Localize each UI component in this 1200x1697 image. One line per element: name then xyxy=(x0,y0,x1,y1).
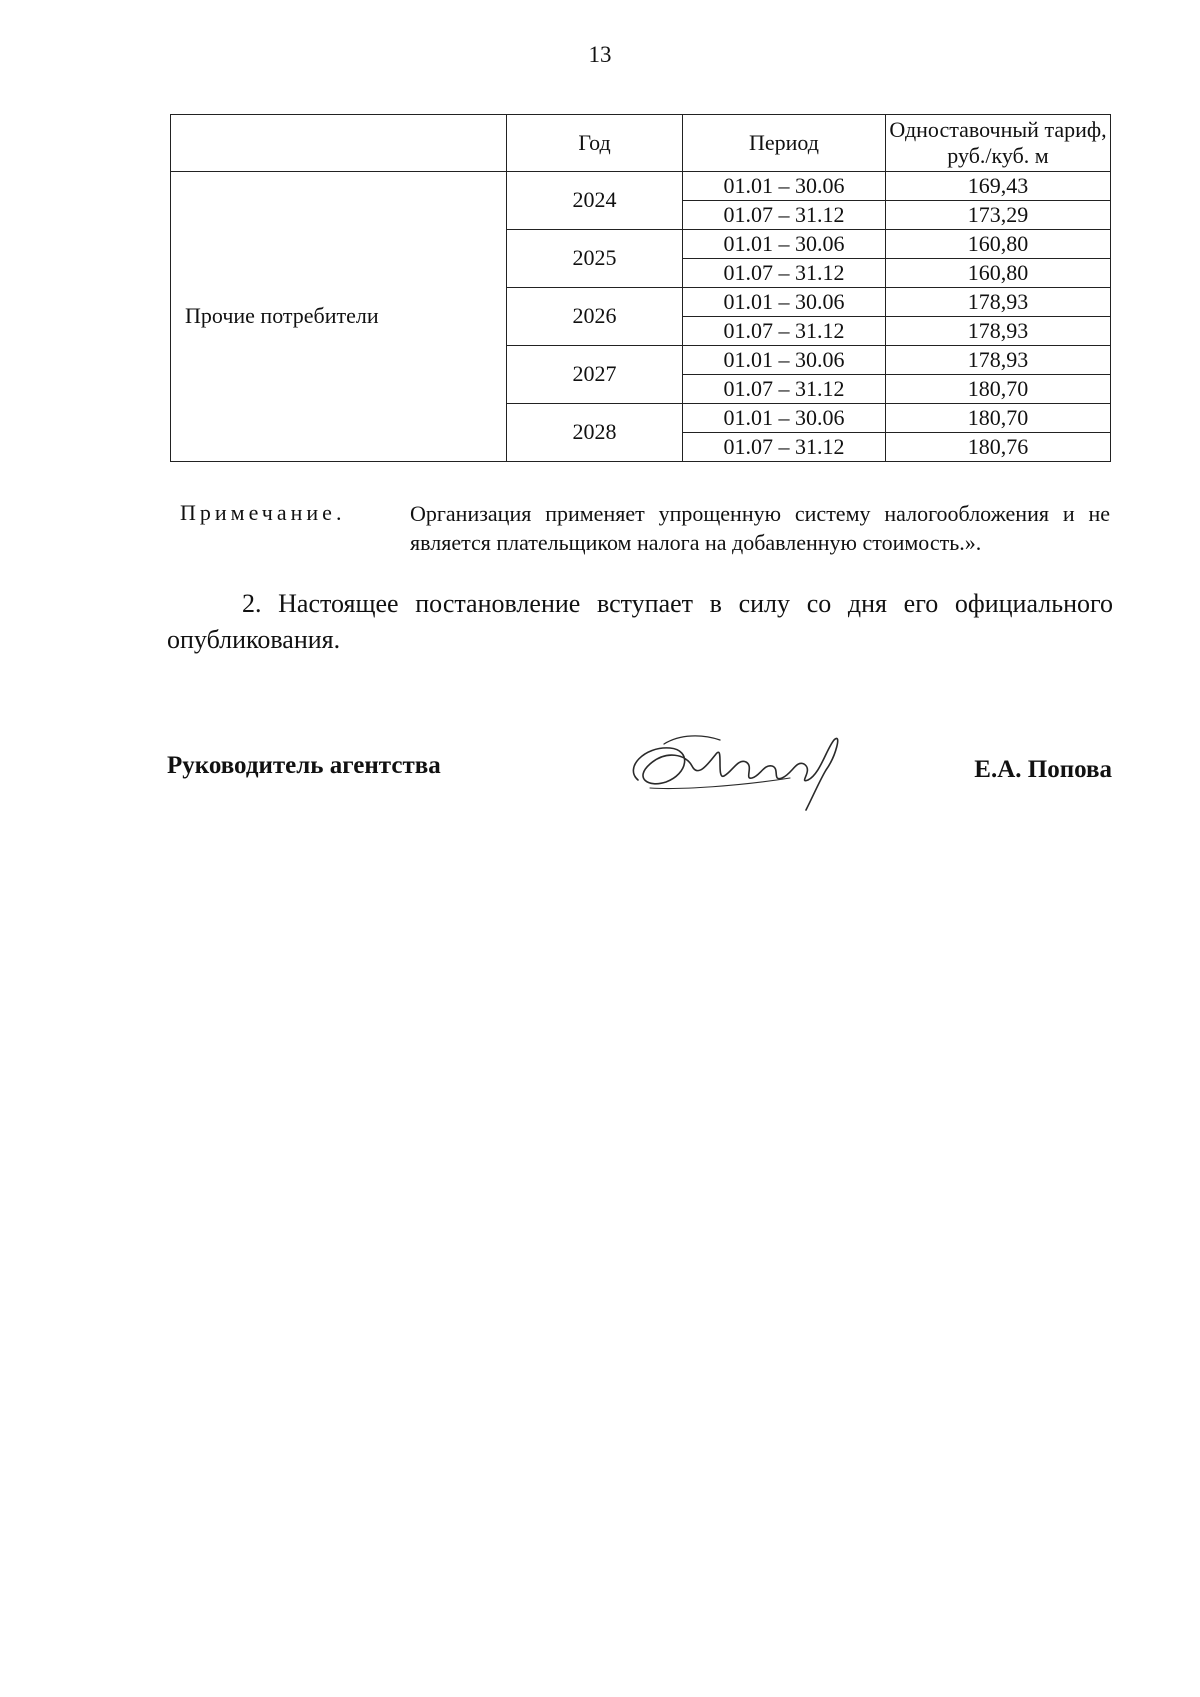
handwritten-signature xyxy=(620,720,850,820)
year-cell: 2027 xyxy=(507,346,683,404)
tariff-value-cell: 180,70 xyxy=(886,404,1111,433)
period-cell: 01.01 – 30.06 xyxy=(683,404,886,433)
tariff-value-cell: 178,93 xyxy=(886,346,1111,375)
period-cell: 01.01 – 30.06 xyxy=(683,288,886,317)
note-label: Примечание. xyxy=(180,500,346,525)
tariff-value-cell: 178,93 xyxy=(886,288,1111,317)
tariff-value-cell: 160,80 xyxy=(886,259,1111,288)
year-cell: 2025 xyxy=(507,230,683,288)
year-cell: 2024 xyxy=(507,172,683,230)
signatory-name: Е.А. Попова xyxy=(974,756,1112,783)
year-cell: 2026 xyxy=(507,288,683,346)
effective-date-paragraph: 2. Настоящее постановление вступает в силу со дня его официального опубликования. xyxy=(167,589,1113,654)
period-cell: 01.07 – 31.12 xyxy=(683,375,886,404)
period-cell: 01.07 – 31.12 xyxy=(683,201,886,230)
signatory-title: Руководитель агентства xyxy=(167,752,441,779)
header-period: Период xyxy=(683,115,886,172)
tariff-value-cell: 180,70 xyxy=(886,375,1111,404)
header-year: Год xyxy=(507,115,683,172)
table-header-row xyxy=(171,115,1111,172)
tariff-table xyxy=(170,114,1111,462)
tariff-value-cell: 160,80 xyxy=(886,230,1111,259)
period-cell: 01.01 – 30.06 xyxy=(683,346,886,375)
tariff-value-cell: 169,43 xyxy=(886,172,1111,201)
period-cell: 01.07 – 31.12 xyxy=(683,433,886,462)
year-cell: 2028 xyxy=(507,404,683,462)
tariff-value-cell: 173,29 xyxy=(886,201,1111,230)
tariff-value-cell: 178,93 xyxy=(886,317,1111,346)
period-cell: 01.07 – 31.12 xyxy=(683,259,886,288)
category-cell: Прочие потребители xyxy=(171,172,507,462)
period-cell: 01.01 – 30.06 xyxy=(683,172,886,201)
period-cell: 01.07 – 31.12 xyxy=(683,317,886,346)
page-number: 13 xyxy=(588,42,612,67)
header-category xyxy=(171,115,507,172)
note-text: Организация применяет упрощенную систему налогообложения и не является плательщиком налога на добавленную стоимость.». xyxy=(410,501,1110,555)
period-cell: 01.01 – 30.06 xyxy=(683,230,886,259)
table-row xyxy=(171,172,1111,201)
header-tariff: Одноставочный тариф, руб./куб. м xyxy=(886,115,1111,172)
tariff-value-cell: 180,76 xyxy=(886,433,1111,462)
